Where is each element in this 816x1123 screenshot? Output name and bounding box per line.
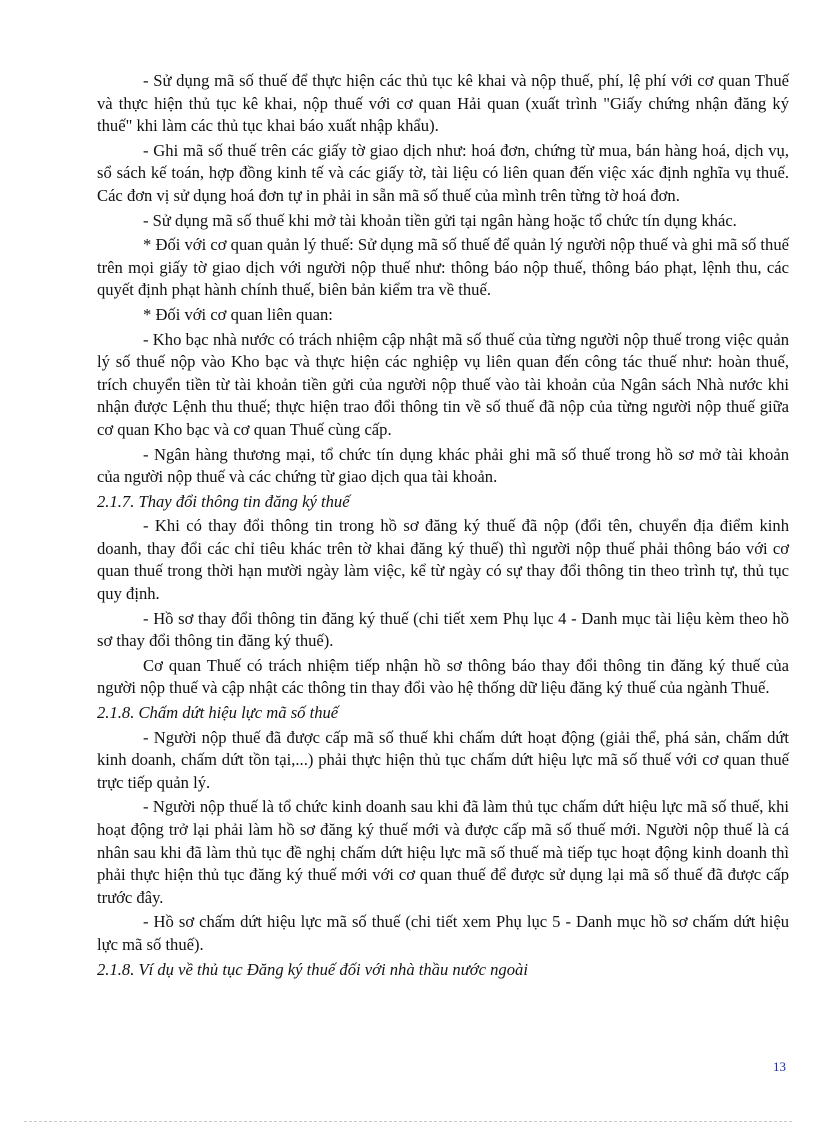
paragraph: - Khi có thay đổi thông tin trong hồ sơ đăng ký thuế đã nộp (đổi tên, chuyển địa điểm kinh doanh, thay đổi các chỉ tiêu khác trên tờ khai đăng ký thuế) thì người nộp thuế phải thông báo với cơ quan thuế trong thời hạn mười ngày làm việc, kể từ ngày có sự thay đổi thông tin theo trình tự, thủ tục quy định. [97, 516, 789, 604]
section-heading-2-1-7: 2.1.7. Thay đổi thông tin đăng ký thuế [97, 491, 350, 511]
paragraph: * Đối với cơ quan liên quan: [143, 304, 333, 324]
paragraph: Cơ quan Thuế có trách nhiệm tiếp nhận hồ sơ thông báo thay đổi thông tin đăng ký thuế của người nộp thuế và cập nhật các thông tin thay đổi vào hệ thống dữ liệu đăng ký thuế của ngành Thuế. [97, 655, 789, 698]
paragraph: - Ngân hàng thương mại, tổ chức tín dụng khác phải ghi mã số thuế trong hồ sơ mở tài khoản của người nộp thuế và các chứng từ giao dịch qua tài khoản. [97, 444, 789, 487]
page-bottom-divider [24, 1121, 792, 1122]
paragraph: - Kho bạc nhà nước có trách nhiệm cập nhật mã số thuế của từng người nộp thuế trong việc quản lý số thuế nộp vào Kho bạc và thực hiện các nghiệp vụ liên quan đến công tác thuế như: hoàn thuế, trích chuyển tiền từ tài khoản tiền gửi của người nộp thuế vào tài khoản của Ngân sách Nhà nước khi nhận được Lệnh thu thuế; thực hiện trao đổi thông tin về số thuế đã nộp của từng người nộp thuế giữa cơ quan Kho bạc và cơ quan Thuế cùng cấp. [97, 329, 789, 439]
paragraph: - Sử dụng mã số thuế để thực hiện các thủ tục kê khai và nộp thuế, phí, lệ phí với cơ quan Thuế và thực hiện thủ tục kê khai, nộp thuế với cơ quan Hải quan (xuất trình "Giấy chứng nhận đăng ký thuế" khi làm các thủ tục khai báo xuất nhập khẩu). [97, 71, 789, 136]
paragraph: * Đối với cơ quan quản lý thuế: Sử dụng mã số thuế để quản lý người nộp thuế và ghi mã số thuế trên mọi giấy tờ giao dịch với người nộp thuế như: thông báo nộp thuế, thông báo phạt, lệnh thu, các quyết định phạt hành chính thuế, biên bản kiểm tra về thuế. [97, 235, 789, 300]
section-heading-2-1-8: 2.1.8. Chấm dứt hiệu lực mã số thuế [97, 703, 339, 723]
section-heading-2-1-8-example: 2.1.8. Ví dụ về thủ tục Đăng ký thuế đối với nhà thầu nước ngoài [97, 959, 528, 979]
paragraph: - Sử dụng mã số thuế khi mở tài khoản tiền gửi tại ngân hàng hoặc tổ chức tín dụng khác. [143, 210, 737, 230]
paragraph: - Hồ sơ chấm dứt hiệu lực mã số thuế (chi tiết xem Phụ lục 5 - Danh mục hồ sơ chấm dứt hiệu lực mã số thuế). [97, 912, 789, 954]
paragraph: - Ghi mã số thuế trên các giấy tờ giao dịch như: hoá đơn, chứng từ mua, bán hàng hoá, dịch vụ, sổ sách kế toán, hợp đồng kinh tế và các giấy tờ, tài liệu có liên quan đến việc xác định nghĩa vụ thuế. Các đơn vị sử dụng hoá đơn tự in phải in sẵn mã số thuế của mình trên từng tờ hoá đơn. [97, 140, 789, 205]
paragraph: - Người nộp thuế là tổ chức kinh doanh sau khi đã làm thủ tục chấm dứt hiệu lực mã số thuế, khi hoạt động trở lại phải làm hồ sơ đăng ký thuế mới và được cấp mã số thuế mới. Người nộp thuế là cá nhân sau khi đã làm thủ tục đề nghị chấm dứt hiệu lực mã số thuế mà tiếp tục hoạt động kinh doanh thì phải thực hiện thủ tục đăng ký thuế mới với cơ quan thuế để được sử dụng lại mã số thuế đã được cấp trước đây. [97, 797, 789, 907]
paragraph: - Người nộp thuế đã được cấp mã số thuế khi chấm dứt hoạt động (giải thể, phá sản, chấm dứt kinh doanh, chấm dứt tồn tại,...) phải thực hiện thủ tục chấm dứt hiệu lực mã số thuế với cơ quan thuế trực tiếp quản lý. [97, 727, 789, 792]
paragraph: - Hồ sơ thay đổi thông tin đăng ký thuế (chi tiết xem Phụ lục 4 - Danh mục tài liệu kèm theo hồ sơ thay đổi thông tin đăng ký thuế). [97, 608, 789, 651]
page-number: 13 [773, 1059, 786, 1074]
document-page [97, 70, 789, 983]
